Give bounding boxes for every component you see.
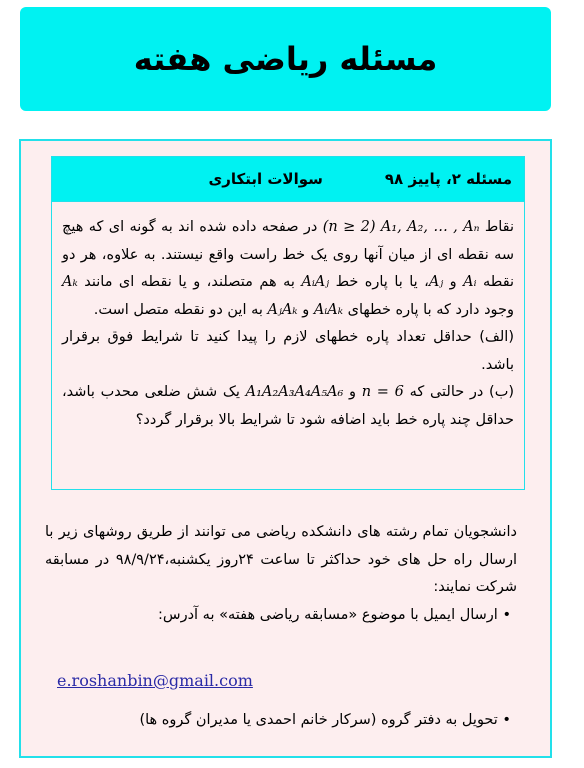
text-segment: و bbox=[449, 274, 457, 290]
text-segment: نقاط bbox=[484, 219, 515, 235]
text-segment: به هم متصلند، و یا نقطه ای مانند bbox=[84, 274, 295, 290]
page-title: مسئله ریاضی هفته bbox=[133, 40, 438, 78]
email-link[interactable]: e.roshanbin@gmail.com bbox=[57, 671, 253, 690]
math-ak: Aₖ bbox=[62, 274, 78, 290]
submission-info bbox=[45, 519, 517, 629]
main-panel bbox=[19, 139, 552, 758]
problem-number: مسئله ۲، پاییز ۹۸ bbox=[384, 170, 512, 188]
math-points: A₁, A₂, … , Aₙ bbox=[380, 219, 480, 235]
math-n6: n = 6 bbox=[361, 384, 404, 400]
problem-statement bbox=[52, 202, 524, 434]
math-ajak: AⱼAₖ bbox=[267, 301, 298, 318]
text-segment: وجود دارد که با پاره خطهای bbox=[347, 301, 514, 318]
text-segment: ، یا با پاره خط bbox=[335, 274, 429, 290]
office-bullet: • تحویل به دفتر گروه (سرکار خانم احمدی یا مدیران گروه ها) bbox=[139, 712, 511, 728]
email-line bbox=[57, 671, 253, 690]
submission-text: دانشجویان تمام رشته های دانشکده ریاضی می توانند از طریق روشهای زیر با ارسال راه حل های خود حداکثر تا ساعت ۲۴روز یکشنبه،۹۸/۹/۲۴ در مسابقه شرکت نمایند: bbox=[45, 524, 517, 595]
text-segment: و bbox=[349, 384, 357, 400]
math-aiaj: AᵢAⱼ bbox=[301, 274, 330, 290]
problem-intro bbox=[62, 214, 514, 324]
header-banner bbox=[20, 7, 551, 111]
text-segment: یک شش ضلعی محدب باشد، حداقل چند پاره خط باید اضافه شود تا شرایط بالا برقرار گردد؟ bbox=[62, 384, 514, 428]
math-aj: Aⱼ bbox=[428, 274, 444, 290]
problem-part-a: (الف) حداقل تعداد پاره خطهای لازم را پیدا کنید تا شرایط فوق برقرار باشد. bbox=[62, 329, 514, 373]
math-aiak: AᵢAₖ bbox=[313, 301, 343, 318]
problem-box bbox=[51, 156, 525, 490]
problem-part-b bbox=[62, 379, 514, 434]
text-segment: در صفحه داده شده اند به گونه ای که هیچ سه نقطه ای از میان آنها روی یک خط راست واقع نیستند. به علاوه، هر دو نقطه bbox=[62, 219, 515, 290]
problem-topic: سوالات ابتکاری bbox=[208, 170, 323, 188]
math-ai: Aᵢ bbox=[463, 274, 477, 290]
email-bullet: • ارسال ایمیل با موضوع «مسابقه ریاضی هفته» به آدرس: bbox=[157, 606, 511, 623]
math-condition: (n ≥ 2) bbox=[322, 219, 376, 235]
math-hexagon: A₁A₂A₃A₄A₅A₆ bbox=[245, 384, 344, 400]
text-segment: به این دو نقطه متصل است. bbox=[93, 301, 263, 318]
text-segment: (ب) در حالتی که bbox=[409, 384, 515, 400]
problem-header bbox=[52, 157, 524, 202]
text-segment: و bbox=[302, 301, 310, 318]
